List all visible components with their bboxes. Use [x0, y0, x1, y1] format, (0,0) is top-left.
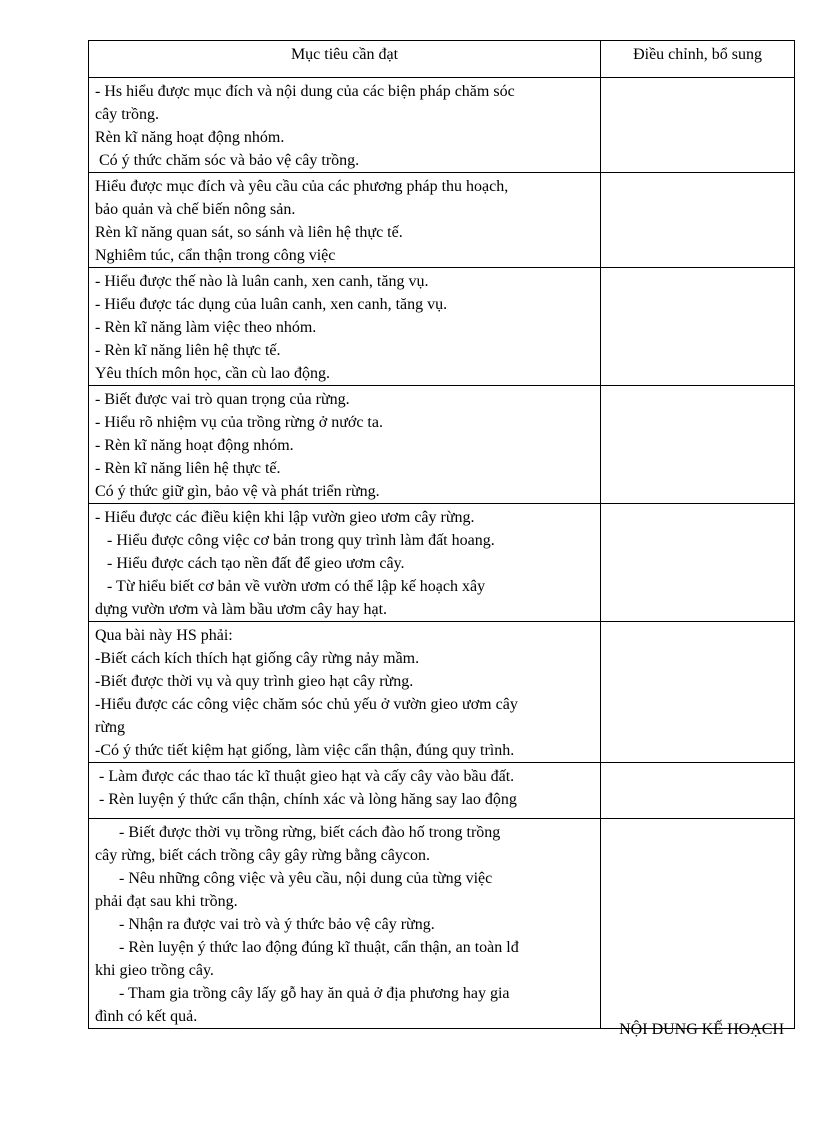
goal-line: Yêu thích môn học, cần cù lao động. [95, 365, 331, 382]
goal-line: - Hiểu rõ nhiệm vụ của trồng rừng ở nước ta. [95, 414, 383, 431]
goal-line: - Từ hiểu biết cơ bản về vườn ươm có thể lập kế hoạch xây [95, 578, 486, 595]
goal-line: - Làm được các thao tác kĩ thuật gieo hạt và cấy cây vào bầu đất. [95, 768, 515, 785]
goal-line: - Rèn kĩ năng liên hệ thực tế. [95, 460, 281, 477]
goal-text [89, 386, 600, 503]
goal-line: -Biết được thời vụ và quy trình gieo hạt cây rừng. [95, 673, 414, 690]
goal-line: Có ý thức chăm sóc và bảo vệ cây trồng. [95, 152, 360, 169]
goal-line: bảo quản và chế biến nông sản. [95, 201, 296, 218]
goal-line: Hiểu được mục đích và yêu cầu của các phương pháp thu hoạch, [95, 178, 509, 195]
table-body [89, 78, 795, 1029]
goal-cell [89, 819, 601, 1029]
goal-line: Qua bài này HS phải: [95, 627, 233, 644]
goal-line: - Nêu những công việc và yêu cầu, nội dung của từng việc [95, 870, 493, 887]
adjust-cell[interactable] [601, 819, 795, 1029]
goal-cell [89, 763, 601, 819]
table-row [89, 386, 795, 504]
goal-line: - Hiểu được tác dụng của luân canh, xen canh, tăng vụ. [95, 296, 448, 313]
goal-line: - Rèn kĩ năng liên hệ thực tế. [95, 342, 281, 359]
table-row [89, 504, 795, 622]
goal-text [89, 763, 600, 811]
goal-text [89, 268, 600, 385]
goal-line: - Hiểu được công việc cơ bản trong quy trình làm đất hoang. [95, 532, 495, 549]
goal-line: -Có ý thức tiết kiệm hạt giống, làm việc cẩn thận, đúng quy trình. [95, 742, 515, 759]
goal-line: - Hs hiểu được mục đích và nội dung của các biện pháp chăm sóc [95, 83, 515, 100]
goal-line: - Rèn kĩ năng hoạt động nhóm. [95, 437, 294, 454]
table-row [89, 763, 795, 819]
adjust-cell[interactable] [601, 622, 795, 763]
goal-line: Rèn kĩ năng quan sát, so sánh và liên hệ thực tế. [95, 224, 403, 241]
goal-line: Rèn kĩ năng hoạt động nhóm. [95, 129, 285, 146]
goal-line: rừng [95, 719, 125, 736]
adjust-cell[interactable] [601, 78, 795, 173]
goal-line: cây rừng, biết cách trồng cây gây rừng bằng câycon. [95, 847, 430, 864]
goals-table [88, 40, 795, 1029]
goal-line: phải đạt sau khi trồng. [95, 893, 238, 910]
adjust-cell[interactable] [601, 173, 795, 268]
goal-line: cây trồng. [95, 106, 159, 123]
adjust-cell[interactable] [601, 504, 795, 622]
goal-line: đình có kết quả. [95, 1008, 198, 1025]
adjust-cell[interactable] [601, 763, 795, 819]
goal-line: Có ý thức giữ gìn, bảo vệ và phát triển rừng. [95, 483, 380, 500]
adjust-text [601, 819, 794, 821]
header-adjust: Điều chỉnh, bổ sung [601, 41, 795, 78]
goal-text [89, 622, 600, 762]
goal-line: - Tham gia trồng cây lấy gỗ hay ăn quả ở địa phương hay gia [95, 985, 510, 1002]
goal-line: khi gieo trồng cây. [95, 962, 214, 979]
goal-line: - Hiểu được thế nào là luân canh, xen canh, tăng vụ. [95, 273, 429, 290]
goal-cell [89, 622, 601, 763]
goal-line: - Rèn luyện ý thức cẩn thận, chính xác và lòng hăng say lao động [95, 791, 517, 808]
table-row [89, 173, 795, 268]
goal-line: Nghiêm túc, cẩn thận trong công việc [95, 247, 336, 264]
header-row [89, 41, 795, 78]
goal-cell [89, 268, 601, 386]
goal-text [89, 819, 600, 1028]
goal-cell [89, 504, 601, 622]
goal-line: - Rèn luyện ý thức lao động đúng kĩ thuật, cẩn thận, an toàn lđ [95, 939, 519, 956]
goal-line: - Rèn kĩ năng làm việc theo nhóm. [95, 319, 317, 336]
adjust-text [601, 268, 794, 270]
adjust-text [601, 386, 794, 388]
goal-line: dựng vườn ươm và làm bầu ươm cây hay hạt. [95, 601, 388, 618]
goal-line: -Hiểu được các công việc chăm sóc chủ yếu ở vườn gieo ươm cây [95, 696, 518, 713]
adjust-cell[interactable] [601, 386, 795, 504]
header-goals: Mục tiêu cần đạt [89, 41, 601, 78]
goal-text [89, 173, 600, 267]
adjust-text [601, 504, 794, 506]
adjust-text [601, 763, 794, 765]
table-row [89, 819, 795, 1029]
adjust-text [601, 78, 794, 80]
table-row [89, 78, 795, 173]
adjust-text [601, 622, 794, 624]
goal-cell [89, 173, 601, 268]
goal-line: - Hiểu được cách tạo nền đất để gieo ươm cây. [95, 555, 405, 572]
adjust-cell[interactable] [601, 268, 795, 386]
table-row [89, 622, 795, 763]
goal-text [89, 504, 600, 621]
goal-cell [89, 78, 601, 173]
adjust-text [601, 173, 794, 175]
goal-line: - Nhận ra được vai trò và ý thức bảo vệ cây rừng. [95, 916, 435, 933]
goal-cell [89, 386, 601, 504]
goal-text [89, 78, 600, 172]
section-title: NỘI DUNG KẾ HOẠCH [619, 1021, 784, 1038]
goal-line: - Hiểu được các điều kiện khi lập vườn gieo ươm cây rừng. [95, 509, 475, 526]
goal-line: - Biết được vai trò quan trọng của rừng. [95, 391, 350, 408]
goal-line: - Biết được thời vụ trồng rừng, biết cách đào hố trong trồng [95, 824, 501, 841]
goal-line: -Biết cách kích thích hạt giống cây rừng nảy mầm. [95, 650, 420, 667]
table-row [89, 268, 795, 386]
